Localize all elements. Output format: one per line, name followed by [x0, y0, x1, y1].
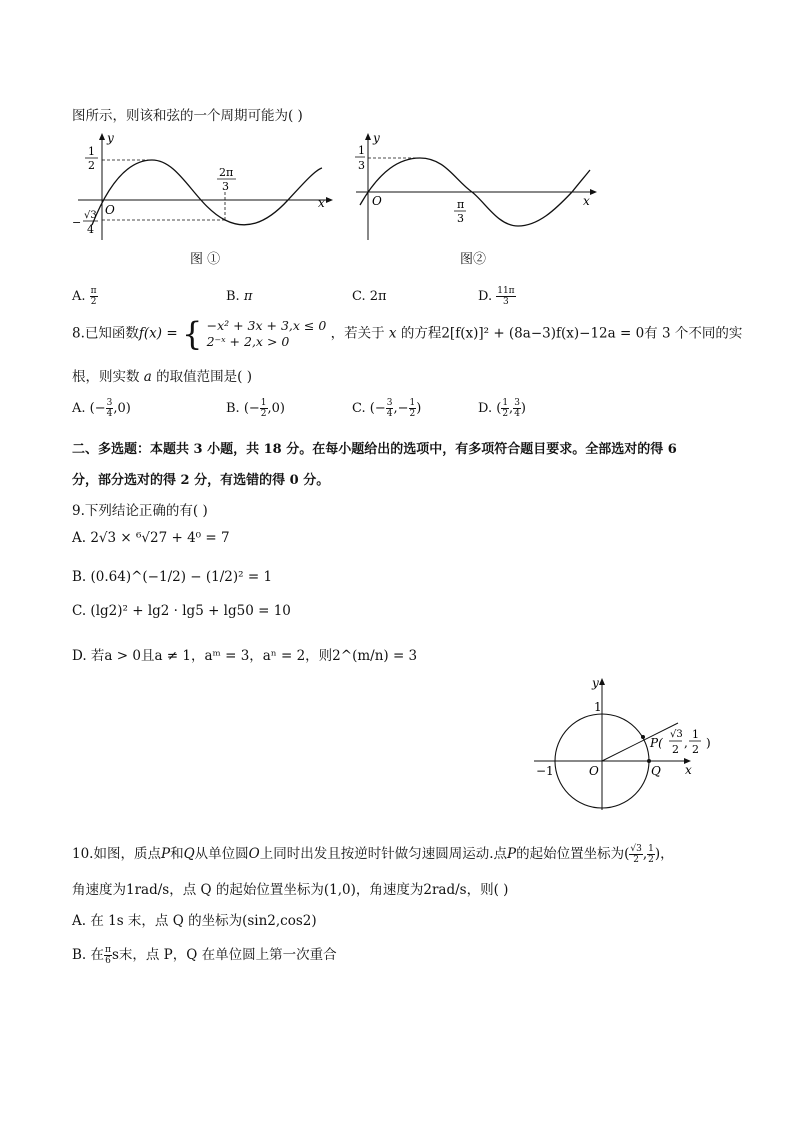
q10-fig-minus-one: −1: [536, 764, 554, 778]
q7-figure-1: [70, 130, 335, 245]
section2-line-2: 分，部分选对的得 2 分，有选错的得 0 分。: [72, 473, 330, 488]
q7-option-a: A. $\frac{\pi}{2}$: [72, 286, 97, 307]
fig1-bottom-den: 4: [87, 223, 94, 236]
q9-option-d: D. 若a > 0且a ≠ 1，aᵐ = 3，aⁿ = 2，则2^(m/n) = 3: [72, 648, 418, 664]
fig1-bottom-sign: −: [72, 216, 82, 229]
q10-fig-origin: O: [589, 764, 599, 778]
q10-fig-p-label: P(: [650, 736, 663, 750]
q8-stem-line-2: 根，则实数 a 的取值范围是( ): [72, 369, 252, 385]
q7-figure-2: [350, 130, 600, 245]
section2-line-1: 二、多选题：本题共 3 小题，共 18 分。在每小题给出的选项中，有多项符合题目要求。全部选对的得 6: [72, 442, 677, 457]
fig2-top-num: 1: [358, 144, 365, 157]
fig1-x-label: x: [318, 196, 325, 210]
q8-option-a: A. (− $\frac{3}{4}$ ,0): [72, 398, 131, 419]
q10-fig-p-y-den: 2: [692, 743, 699, 756]
q10-fig-p-y-num: 1: [692, 728, 699, 741]
q10-option-b: B. 在 $\frac{\pi}{6}$ s末，点 P，Q 在单位圆上第一次重合: [72, 945, 337, 966]
fig1-caption: 图 ①: [190, 252, 221, 267]
q9-option-a: A. 2√3 × ⁶√27 + 4⁰ = 7: [72, 530, 230, 546]
q10-option-a: A. 在 1s 末，点 Q 的坐标为(sin2,cos2): [72, 913, 317, 929]
fig2-y-label: y: [373, 131, 380, 145]
fig2-origin: O: [372, 194, 382, 208]
q7-stem-tail: 图所示，则该和弦的一个周期可能为( ): [72, 108, 303, 124]
q10-fig-p-close: ): [706, 736, 711, 750]
q10-unit-circle-figure: [530, 675, 730, 815]
q9-option-c: C. (lg2)² + lg2 · lg5 + lg50 = 10: [72, 603, 291, 619]
q10-stem-line-1: 10.如图，质点P和Q从单位圆O上同时出发且按逆时针做匀速圆周运动.点P的起始位置坐标为( $\frac{√3}{2}$ , $\frac{1}{2}$ )，: [72, 844, 674, 865]
fig2-root-num: π: [457, 198, 465, 211]
q8-option-b: B. (− $\frac{1}{2}$ ,0): [226, 398, 286, 419]
q7-option-d: D. $\frac{11\pi}{3}$: [478, 286, 515, 307]
fig2-caption: 图②: [460, 252, 487, 267]
q10-fig-x-label: x: [685, 763, 692, 777]
q10-fig-p-x-den: 2: [672, 743, 679, 756]
q10-fig-p-x-num: √3: [670, 729, 683, 740]
q10-stem-line-2: 角速度为1rad/s，点 Q 的起始位置坐标为(1,0)，角速度为2rad/s，则( ): [72, 882, 509, 898]
q10-fig-p-sep: ,: [684, 736, 688, 750]
fig1-top-den: 2: [88, 159, 95, 172]
q9-option-b: B. (0.64)^(−1/2) − (1/2)² = 1: [72, 569, 273, 585]
q7-option-b: B. π: [226, 289, 253, 304]
fig1-peak-num: 2π: [219, 166, 234, 179]
fig1-origin: O: [105, 203, 115, 217]
fig2-top-den: 3: [358, 159, 365, 172]
fig1-y-label: y: [107, 131, 114, 145]
fig1-bottom-num: √3: [84, 210, 97, 221]
q8-stem-line-1: 8.已知函数f(x) = { −x² + 3x + 3,x ≤ 0 2⁻ˣ + 2,x > 0 ，若关于 x 的方程2[f(x)]² + (8a−3)f(x)−12a = 0有 3 个不同的实: [72, 315, 743, 353]
q8-option-d: D. ( $\frac{1}{2}$ , $\frac{3}{4}$ ): [478, 398, 526, 419]
q7-option-c: C. 2π: [352, 289, 387, 304]
fig1-peak-den: 3: [222, 180, 229, 193]
q8-option-c: C. (− $\frac{3}{4}$ ,− $\frac{1}{2}$ ): [352, 398, 422, 419]
fig1-top-num: 1: [88, 145, 95, 158]
q10-fig-one: 1: [594, 700, 602, 714]
fig2-root-den: 3: [457, 212, 464, 225]
fig2-x-label: x: [583, 194, 590, 208]
q9-stem: 9.下列结论正确的有( ): [72, 503, 208, 519]
q10-fig-q-label: Q: [651, 764, 661, 778]
q10-fig-y-label: y: [592, 676, 599, 690]
